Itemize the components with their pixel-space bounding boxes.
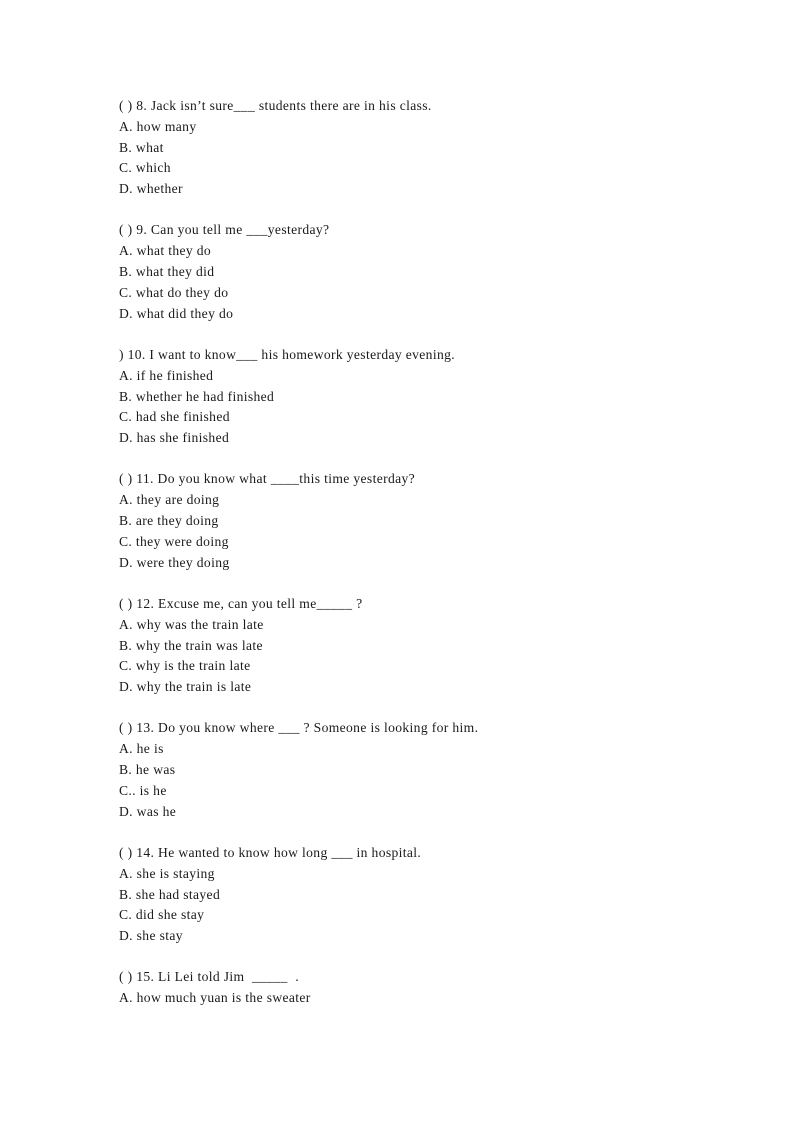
question-9 — [119, 220, 739, 324]
question-15 — [119, 967, 739, 1009]
option-a: A. how many — [119, 118, 197, 134]
option-b: B. why the train was late — [119, 637, 263, 653]
worksheet-page — [119, 96, 739, 1029]
option-b: B. she had stayed — [119, 886, 221, 902]
option-b: B. what they did — [119, 264, 215, 280]
option-d: D. what did they do — [119, 305, 234, 321]
option-a: A. she is staying — [119, 865, 215, 881]
option-d: D. were they doing — [119, 554, 230, 570]
option-d: D. why the train is late — [119, 679, 252, 695]
option-c: C. what do they do — [119, 284, 229, 300]
question-stem: ( ) 8. Jack isn’t sure___ students there are in his class. — [119, 98, 432, 113]
option-c: C. did she stay — [119, 907, 205, 923]
option-c: C.. is he — [119, 782, 167, 798]
option-d: D. was he — [119, 803, 177, 819]
question-stem: ( ) 14. He wanted to know how long ___ in hospital. — [119, 844, 422, 860]
question-stem: ) 10. I want to know___ his homework yesterday evening. — [119, 346, 455, 362]
question-stem: ( ) 9. Can you tell me ___yesterday? — [119, 222, 330, 238]
question-11 — [119, 469, 739, 573]
option-d: D. has she finished — [119, 430, 230, 446]
question-8 — [119, 96, 739, 200]
option-d: D. whether — [119, 181, 183, 197]
option-b: B. what — [119, 139, 164, 155]
question-10 — [119, 345, 739, 449]
question-stem: ( ) 15. Li Lei told Jim _____ . — [119, 969, 299, 985]
option-c: C. which — [119, 160, 171, 176]
question-stem: ( ) 13. Do you know where ___ ? Someone is looking for him. — [119, 720, 479, 736]
question-stem: ( ) 12. Excuse me, can you tell me_____ ? — [119, 595, 363, 611]
option-b: B. he was — [119, 762, 176, 778]
option-a: A. they are doing — [119, 492, 220, 508]
option-b: B. whether he had finished — [119, 388, 275, 404]
option-a: A. how much yuan is the sweater — [119, 990, 311, 1006]
question-13 — [119, 718, 739, 822]
question-12 — [119, 594, 739, 698]
option-b: B. are they doing — [119, 513, 219, 529]
option-c: C. had she finished — [119, 409, 230, 425]
option-a: A. what they do — [119, 243, 212, 259]
option-c: C. they were doing — [119, 533, 229, 549]
option-a: A. if he finished — [119, 367, 214, 383]
question-stem: ( ) 11. Do you know what ____this time yesterday? — [119, 471, 416, 487]
option-a: A. he is — [119, 741, 164, 757]
option-d: D. she stay — [119, 928, 183, 944]
question-14 — [119, 843, 739, 947]
option-a: A. why was the train late — [119, 616, 264, 632]
option-c: C. why is the train late — [119, 658, 251, 674]
